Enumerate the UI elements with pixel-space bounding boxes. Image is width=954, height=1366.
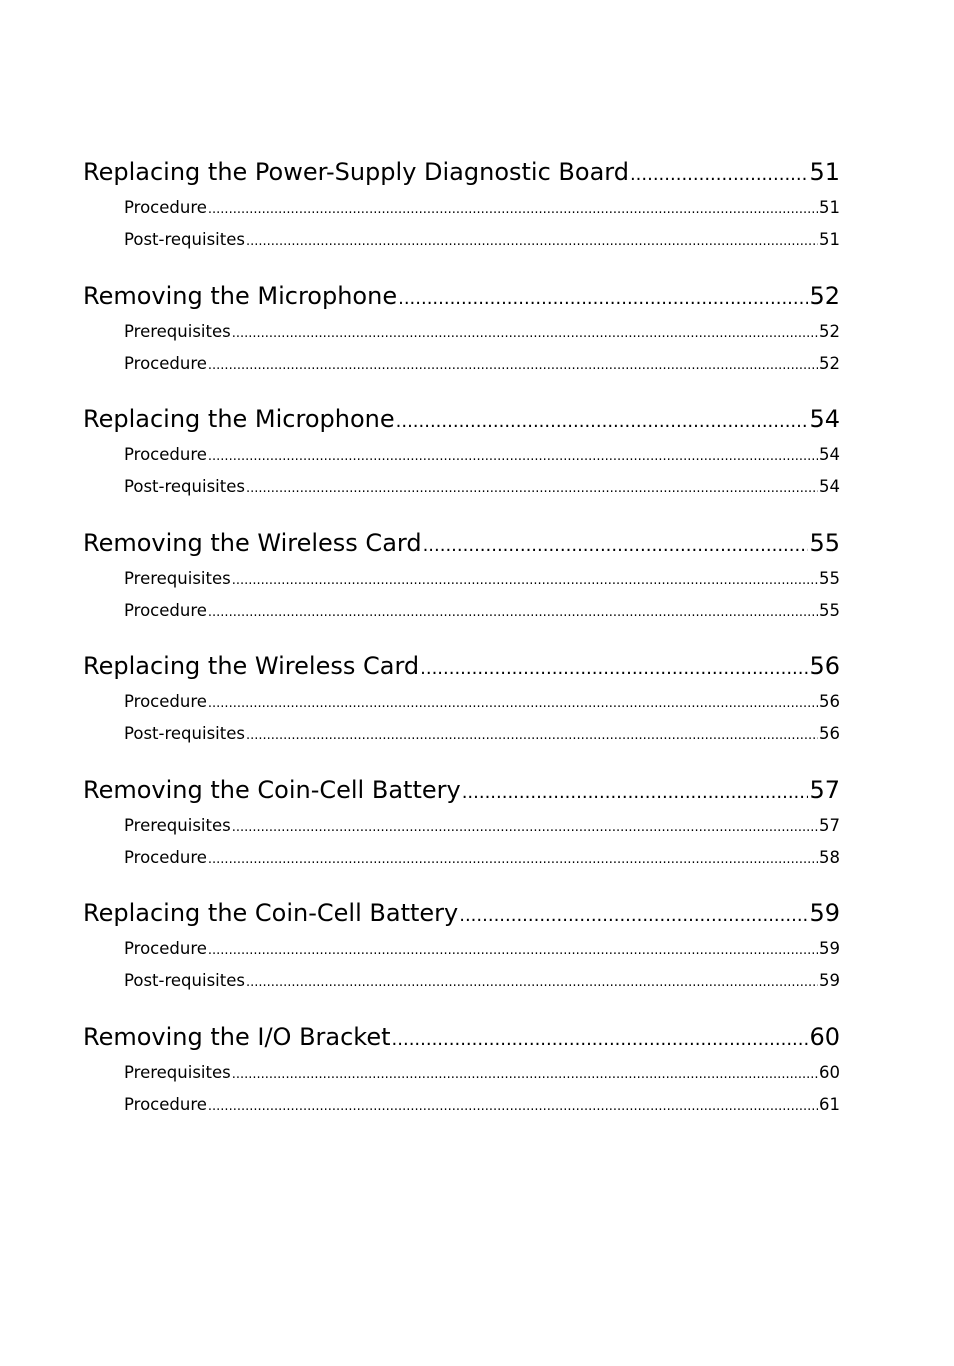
toc-subentry[interactable]	[83, 718, 840, 750]
dot-leader	[208, 441, 818, 471]
toc-chapter-page: 60	[809, 1022, 840, 1051]
dot-leader	[246, 720, 818, 750]
toc-subentry-page: 56	[819, 724, 840, 743]
toc-subentry-page: 52	[819, 353, 840, 373]
toc-chapter-title: Removing the Microphone	[83, 281, 398, 310]
toc-section	[83, 276, 840, 400]
dot-leader	[232, 1059, 818, 1089]
toc-chapter-title: Replacing the Wireless Card	[83, 652, 420, 680]
dot-leader	[208, 597, 818, 627]
toc-chapter-entry[interactable]	[83, 770, 840, 810]
toc-subentry[interactable]	[83, 224, 840, 256]
dot-leader	[462, 773, 809, 810]
toc-subentry[interactable]	[83, 316, 840, 348]
toc-subentry[interactable]	[83, 563, 840, 595]
toc-chapter-page: 52	[809, 281, 840, 310]
dot-leader	[396, 402, 809, 439]
toc-subentry-label: Procedure	[124, 353, 207, 373]
toc-chapter-page: 57	[809, 775, 840, 804]
dot-leader	[232, 318, 818, 348]
toc-subentry-page: 55	[819, 600, 840, 620]
toc-subentry-page: 59	[819, 939, 840, 958]
toc-subentry-label: Post-requisites	[124, 477, 245, 496]
toc-chapter-page: 54	[809, 405, 840, 433]
toc-subentry-label: Procedure	[124, 445, 207, 464]
toc-subentry[interactable]	[83, 965, 840, 997]
toc-subentry[interactable]	[83, 192, 840, 224]
toc-subentry[interactable]	[83, 439, 840, 471]
toc-subentry[interactable]	[83, 595, 840, 627]
toc-subentry[interactable]	[83, 1089, 840, 1121]
table-of-contents	[83, 152, 840, 1140]
toc-section	[83, 152, 840, 276]
toc-subentry-page: 58	[819, 847, 840, 867]
dot-leader	[459, 896, 808, 933]
toc-subentry-page: 57	[819, 815, 840, 835]
toc-subentry[interactable]	[83, 1057, 840, 1089]
toc-chapter-title: Removing the I/O Bracket	[83, 1022, 391, 1051]
toc-section	[83, 770, 840, 894]
toc-subentry-page: 52	[819, 321, 840, 341]
toc-chapter-title: Removing the Coin-Cell Battery	[83, 775, 461, 804]
toc-subentry-page: 51	[819, 198, 840, 217]
toc-subentry-label: Procedure	[124, 1094, 207, 1114]
toc-subentry-page: 54	[819, 445, 840, 464]
toc-chapter-entry[interactable]	[83, 646, 840, 686]
dot-leader	[630, 155, 809, 192]
toc-subentry-label: Prerequisites	[124, 321, 231, 341]
dot-leader	[208, 935, 818, 965]
dot-leader	[208, 350, 818, 380]
toc-chapter-entry[interactable]	[83, 276, 840, 316]
toc-subentry-page: 54	[819, 477, 840, 496]
toc-section	[83, 893, 840, 1017]
toc-chapter-title: Replacing the Power-Supply Diagnostic Board	[83, 158, 629, 186]
toc-chapter-page: 56	[809, 652, 840, 680]
toc-chapter-entry[interactable]	[83, 399, 840, 439]
toc-section	[83, 646, 840, 770]
toc-subentry-label: Procedure	[124, 692, 207, 711]
toc-chapter-entry[interactable]	[83, 152, 840, 192]
toc-subentry[interactable]	[83, 686, 840, 718]
toc-section	[83, 1017, 840, 1141]
toc-subentry-label: Procedure	[124, 939, 207, 958]
dot-leader	[392, 1020, 809, 1057]
toc-subentry-label: Post-requisites	[124, 724, 245, 743]
toc-subentry[interactable]	[83, 933, 840, 965]
toc-chapter-page: 55	[809, 528, 840, 557]
toc-subentry-page: 55	[819, 568, 840, 588]
toc-subentry[interactable]	[83, 842, 840, 874]
dot-leader	[208, 688, 818, 718]
toc-subentry-page: 60	[819, 1062, 840, 1082]
dot-leader	[246, 473, 818, 503]
toc-subentry-page: 59	[819, 971, 840, 990]
toc-subentry-label: Prerequisites	[124, 815, 231, 835]
toc-chapter-entry[interactable]	[83, 523, 840, 563]
toc-section	[83, 523, 840, 647]
toc-subentry-page: 56	[819, 692, 840, 711]
toc-subentry-page: 51	[819, 230, 840, 249]
toc-chapter-page: 51	[809, 158, 840, 186]
toc-subentry-page: 61	[819, 1094, 840, 1114]
dot-leader	[246, 967, 818, 997]
dot-leader	[398, 279, 808, 316]
toc-chapter-title: Replacing the Coin-Cell Battery	[83, 899, 459, 927]
toc-subentry-label: Procedure	[124, 198, 207, 217]
dot-leader	[232, 565, 818, 595]
toc-subentry[interactable]	[83, 471, 840, 503]
dot-leader	[420, 649, 808, 686]
toc-subentry[interactable]	[83, 348, 840, 380]
dot-leader	[423, 526, 809, 563]
toc-chapter-title: Removing the Wireless Card	[83, 528, 422, 557]
dot-leader	[246, 226, 818, 256]
dot-leader	[208, 1091, 818, 1121]
toc-chapter-title: Replacing the Microphone	[83, 405, 395, 433]
toc-subentry-label: Prerequisites	[124, 1062, 231, 1082]
toc-chapter-page: 59	[809, 899, 840, 927]
toc-subentry-label: Post-requisites	[124, 971, 245, 990]
toc-section	[83, 399, 840, 523]
toc-subentry-label: Procedure	[124, 600, 207, 620]
dot-leader	[208, 844, 818, 874]
dot-leader	[232, 812, 818, 842]
toc-subentry-label: Procedure	[124, 847, 207, 867]
toc-subentry-label: Post-requisites	[124, 230, 245, 249]
toc-subentry-label: Prerequisites	[124, 568, 231, 588]
toc-chapter-entry[interactable]	[83, 1017, 840, 1057]
toc-subentry[interactable]	[83, 810, 840, 842]
dot-leader	[208, 194, 818, 224]
toc-chapter-entry[interactable]	[83, 893, 840, 933]
